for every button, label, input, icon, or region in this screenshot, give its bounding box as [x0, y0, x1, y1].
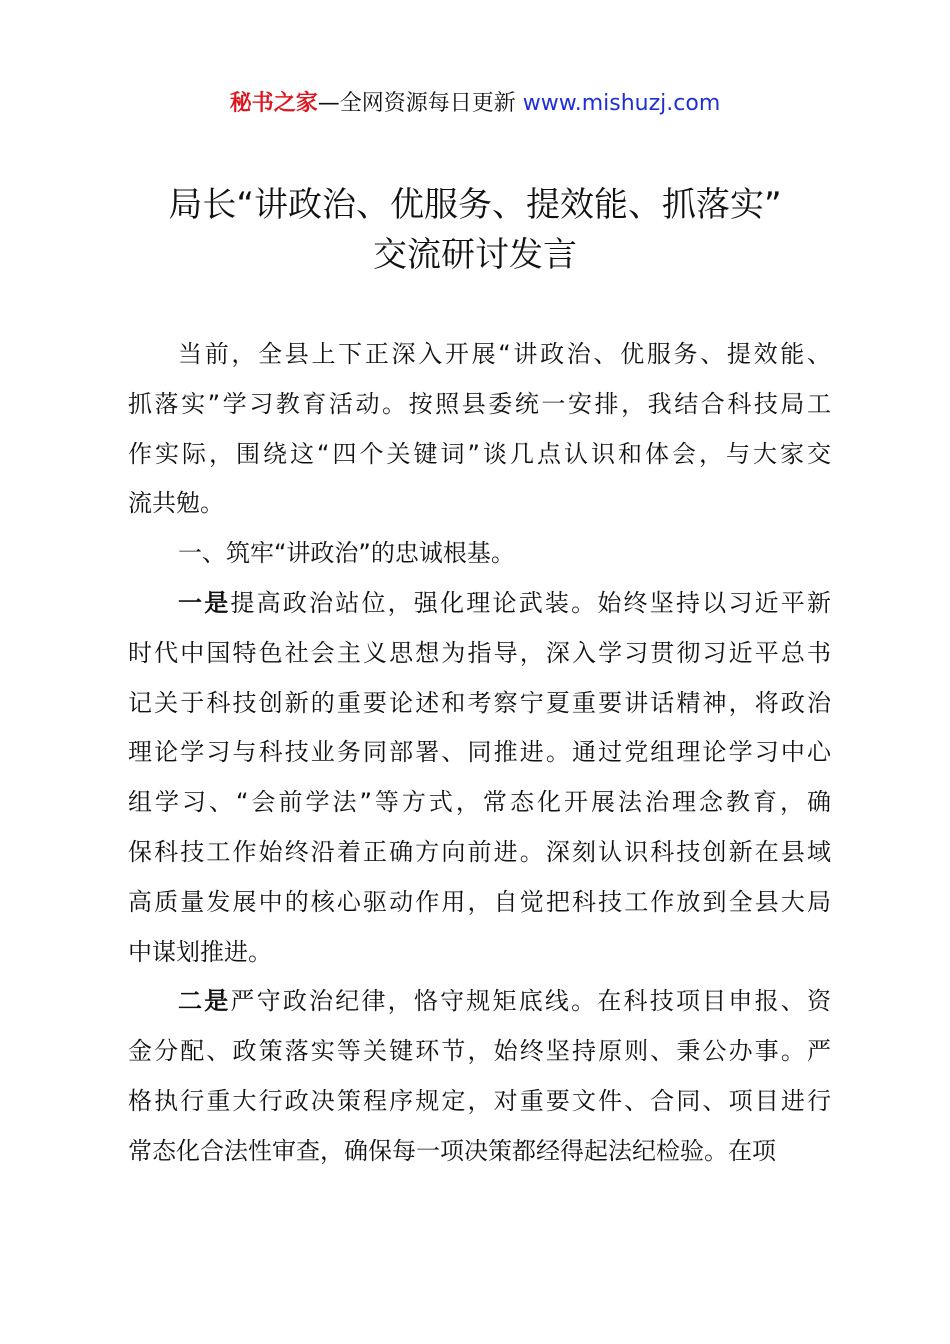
paragraph: [128, 529, 831, 579]
text-line: [128, 928, 831, 978]
slogan: —全网资源每日更新: [317, 91, 523, 116]
text-line: [128, 828, 831, 878]
line-text: 作实际，围绕这“四个关键词”谈几点认识和体会，与大家交: [128, 439, 831, 468]
text-line: [128, 529, 831, 579]
title-line-1: 局长“讲政治、优服务、提效能、抓落实”: [168, 185, 782, 225]
document-title: [0, 180, 950, 280]
text-line: [128, 1027, 831, 1077]
text-line: [128, 977, 831, 1027]
title-line-2: 交流研讨发言: [373, 235, 577, 275]
line-text: 高质量发展中的核心驱动作用，自觉把科技工作放到全县大局: [128, 887, 831, 916]
site-header: [0, 88, 950, 120]
line-text: 流共勉。: [128, 489, 224, 518]
line-text: 常态化合法性审查，确保每一项决策都经得起法纪检验。在项: [128, 1136, 776, 1165]
text-line: [128, 1077, 831, 1127]
text-line: [128, 778, 831, 828]
text-line: [128, 380, 831, 430]
bold-lead: 一是: [178, 588, 231, 617]
text-line: [128, 479, 831, 529]
line-text: 理论学习与科技业务同部署、同推进。通过党组理论学习中心: [128, 738, 831, 767]
text-line: [128, 430, 831, 480]
bold-lead: 二是: [178, 987, 231, 1016]
line-text: 当前，全县上下正深入开展“讲政治、优服务、提效能、: [178, 340, 831, 368]
line-text: 提高政治站位，强化理论武装。始终坚持以习近平新: [230, 588, 831, 617]
line-text: 记关于科技创新的重要论述和考察宁夏重要讲话精神，将政治: [128, 688, 831, 717]
line-text: 时代中国特色社会主义思想为指导，深入学习贯彻习近平总书: [128, 638, 831, 667]
text-line: [128, 878, 831, 928]
paragraph: [128, 977, 831, 1176]
text-line: [128, 579, 831, 629]
line-text: 保科技工作始终沿着正确方向前进。深刻认识科技创新在县域: [128, 837, 831, 866]
site-url-link[interactable]: www.mishuzj.com: [522, 91, 721, 116]
brand-name: 秘书之家: [229, 91, 318, 116]
text-line: [128, 629, 831, 679]
paragraph: [128, 579, 831, 977]
line-text: 抓落实”学习教育活动。按照县委统一安排，我结合科技局工: [128, 389, 831, 418]
line-text: 格执行重大行政决策程序规定，对重要文件、合同、项目进行: [128, 1086, 831, 1115]
line-text: 中谋划推进。: [128, 937, 272, 966]
document-body: [128, 330, 831, 1177]
line-text: 金分配、政策落实等关键环节，始终坚持原则、秉公办事。严: [128, 1037, 831, 1066]
line-text: 严守政治纪律，恪守规矩底线。在科技项目申报、资: [230, 987, 831, 1016]
text-line: [128, 1127, 831, 1177]
paragraph: [128, 330, 831, 529]
text-line: [128, 679, 831, 729]
line-text: 组学习、“会前学法”等方式，常态化开展法治理念教育，确: [128, 788, 831, 817]
text-line: [128, 728, 831, 778]
text-line: [128, 330, 831, 380]
line-text: 一、筑牢“讲政治”的忠诚根基。: [178, 539, 515, 568]
